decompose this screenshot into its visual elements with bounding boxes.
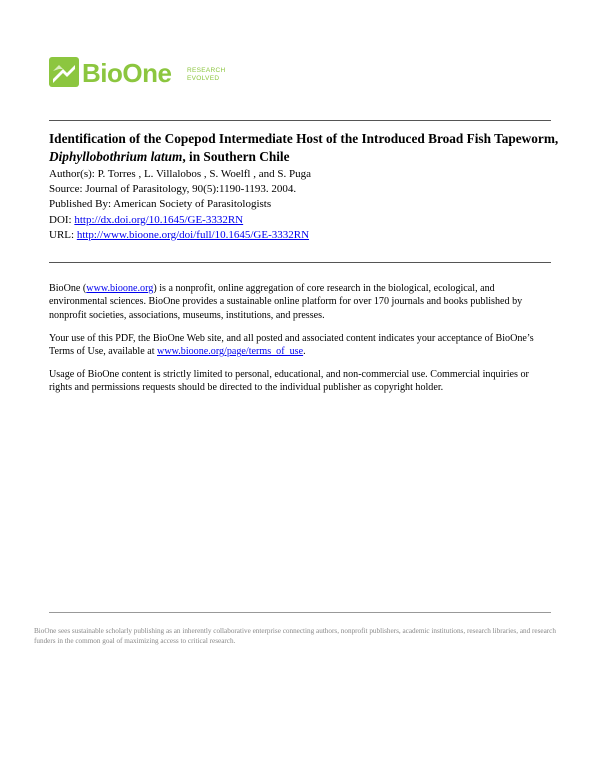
logo-wordmark: BioOne xyxy=(82,58,172,88)
terms-text-a: Your use of this PDF, the BioOne Web site, and all posted and associated content indicates your acceptance of BioOne’s Terms of Use, available at xyxy=(49,332,534,358)
footer-text: BioOne sees sustainable scholarly publishing as an inherently collaborative enterprise connecting authors, nonprofit publishers, academic institutions, research libraries, and research funders in the common goal of maximizing access to critical research. xyxy=(34,627,556,646)
about-text-a: BioOne ( xyxy=(49,283,87,294)
title-part-1: Identification of the Copepod Intermediate Host of the Introduced Broad Fish Tapeworm, xyxy=(49,131,559,146)
terms-of-use-link[interactable]: www.bioone.org/page/terms_of_use xyxy=(157,346,304,358)
about-paragraph xyxy=(49,282,554,322)
logo-tagline xyxy=(187,67,226,83)
terms-paragraph xyxy=(49,332,554,359)
publisher-line: Published By: American Society of Parasitologists xyxy=(49,198,272,211)
logo-tagline-1: RESEARCH xyxy=(187,67,226,74)
footer-divider xyxy=(49,612,551,613)
metadata-divider xyxy=(49,262,551,263)
usage-paragraph: Usage of BioOne content is strictly limited to personal, educational, and non-commercial use. Commercial inquiries or rights and permissions requests should be directed to the individual publisher as copyright holder. xyxy=(49,369,529,394)
terms-text-b: . xyxy=(303,346,306,358)
doi-label: DOI: xyxy=(49,213,75,226)
source-line: Source: Journal of Parasitology, 90(5):1190-1193. 2004. xyxy=(49,183,297,196)
header-divider xyxy=(49,120,551,121)
doi-line xyxy=(49,213,559,228)
article-title xyxy=(49,130,559,166)
title-species-name: Diphyllobothrium latum xyxy=(49,149,183,164)
bioone-notice xyxy=(49,282,554,404)
url-line xyxy=(49,228,559,243)
title-part-2: , in Southern Chile xyxy=(182,149,290,164)
doi-link[interactable]: http://dx.doi.org/10.1645/GE-3332RN xyxy=(74,213,244,226)
url-label: URL: xyxy=(49,228,77,241)
about-text-b: ) is a nonprofit, online aggregation of core research in the biological, ecological, and environmental sciences. BioOne provides a sustainable online platform for over 170 journals and books published by nonprofit societies, associations, museums, institutions, and presses. xyxy=(49,283,523,321)
bioone-leaf-icon xyxy=(49,57,79,87)
bioone-home-link[interactable]: www.bioone.org xyxy=(86,283,154,294)
bioone-logo xyxy=(49,55,249,95)
logo-tagline-2: EVOLVED xyxy=(187,75,220,82)
authors-line: Author(s): P. Torres , L. Villalobos , S. Woelfl , and S. Puga xyxy=(49,168,311,180)
article-metadata xyxy=(49,167,559,243)
url-link[interactable]: http://www.bioone.org/doi/full/10.1645/GE-3332RN xyxy=(76,228,310,241)
